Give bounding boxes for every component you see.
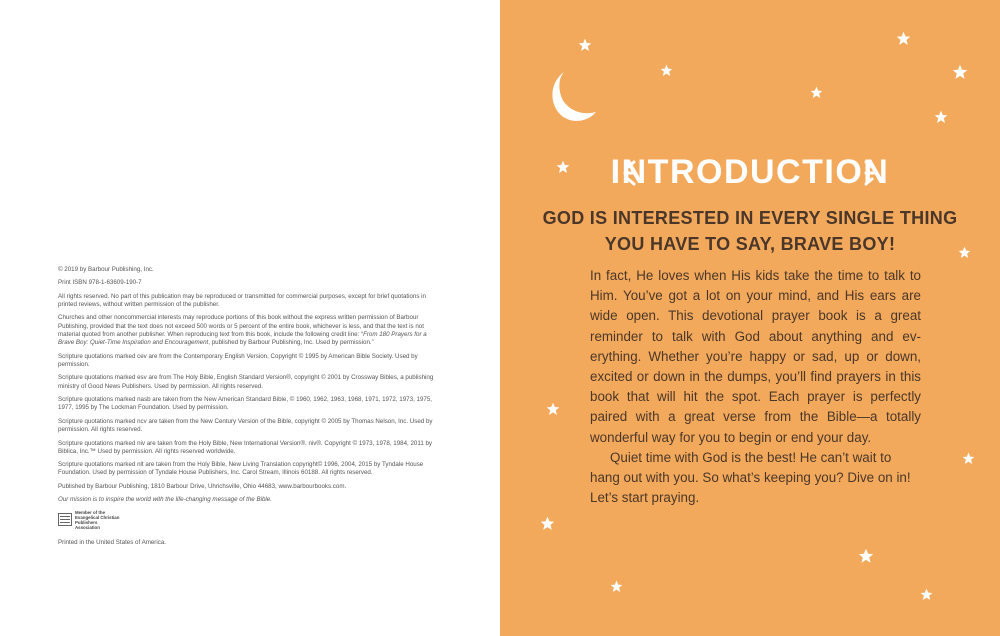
- page-subtitle: GOD IS INTERESTED IN EVERY SINGLE THING YOU HAVE TO SAY, BRAVE BOY!: [542, 208, 958, 254]
- nlt-notice: Scripture quotations marked nlt are taken from the Holy Bible, New Living Translation copyright© 1996, 2004, 2015 by Tyndale House Foundation. Used by permission of Tyndale House Publishers, Inc. Carol Stream, Illinois 60188. All rights reserved.: [58, 461, 424, 477]
- introduction-page: [500, 0, 1000, 636]
- mission-line: Our mission is to inspire the world with the life-changing message of the Bible.: [58, 496, 272, 504]
- church-use-paragraph: Churches and other noncommercial interests may reproduce portions of this book without the express written permission of Barbour Publishing, provided that the text does not exceed 500 words or 5 percent of the entire book, whichever is less, and that the text is not material quoted from another publisher. When reproducing text from this book, include the following credit line: “From 180 Prayers for a Brave Boy: Quiet-Time Inspiration and Encouragement, published by Barbour Publishing, Inc. Used by permission.”: [58, 314, 427, 347]
- copyright-block: [58, 266, 440, 552]
- esv-notice: Scripture quotations marked esv are from The Holy Bible, English Standard Version®, copyright © 2001 by Crossway Bibles, a publishing ministry of Good News Publishers. Used by permission. All rights reserved.: [58, 374, 434, 390]
- cev-notice: Scripture quotations marked cev are from the Contemporary English Version, Copyright © 1995 by American Bible Society. Used by permission.: [58, 352, 418, 369]
- star-icon: [660, 64, 673, 77]
- niv-notice: Scripture quotations marked niv are taken from the Holy Bible, New International Version®. niv®. Copyright © 1973, 1978, 1984, 2011 by Biblica, Inc.™ Used by permission. All rights reserved worldwide.: [58, 439, 433, 455]
- rights-paragraph: All rights reserved. No part of this publication may be reproduced or transmitted for commercial purposes, except for brief quotations in printed reviews, without written permission of the publisher.: [58, 292, 426, 309]
- star-icon: [896, 31, 911, 46]
- moon-icon: [546, 68, 598, 124]
- nasb-notice: Scripture quotations marked nasb are taken from the New American Standard Bible, © 1960, 1962, 1963, 1968, 1971, 1972, 1973, 1975, 1977, 1995 by The Lockman Foundation. Used by permission.: [58, 396, 432, 412]
- ecpa-logo: [58, 510, 440, 530]
- intro-paragraph-2: Quiet time with God is the best! He can’t wait to hang out with you. So what’s keeping you? Dive on in! Let’s start praying.: [590, 449, 911, 506]
- star-icon: [952, 64, 968, 80]
- star-icon: [858, 548, 874, 564]
- intro-body: [590, 266, 921, 508]
- page-title: INTRODUCTION: [610, 153, 890, 191]
- ecpa-logo-text: Member of the Evangelical Christian Publishers Association: [75, 509, 120, 530]
- star-icon: [962, 452, 975, 465]
- ncv-notice: Scripture quotations marked ncv are taken from the New Century Version of the Bible, copyright © 2005 by Thomas Nelson, Inc. Used by permission. All rights reserved.: [58, 417, 433, 434]
- printed-line: Printed in the United States of America.: [58, 538, 166, 546]
- star-icon: [810, 86, 823, 99]
- star-icon: [610, 580, 623, 593]
- star-icon: [920, 588, 933, 601]
- star-icon: [546, 402, 560, 416]
- ecpa-logo-icon: [58, 513, 72, 526]
- copyright-line: © 2019 by Barbour Publishing, Inc.: [58, 266, 154, 273]
- star-icon: [578, 38, 592, 52]
- star-icon: [540, 516, 555, 531]
- publisher-line: Published by Barbour Publishing, 1810 Barbour Drive, Uhrichsville, Ohio 44683, www.barbourbooks.com.: [58, 482, 347, 490]
- intro-paragraph-1: In fact, He loves when His kids take the time to talk to Him. You’ve got a lot on your mind, and His ears are wide open. This devotional prayer book is a great reminder to talk with God about anything and everything. Whether you’re happy or sad, up or down, excited or down in the dumps, you’ll find prayers in this book that will hit the spot. Each prayer is perfectly paired with a great verse from the Bible—a totally wonderful way for you to begin or end your day.: [590, 268, 921, 445]
- isbn-line: Print ISBN 978-1-63609-190-7: [58, 279, 142, 287]
- star-icon: [934, 110, 948, 124]
